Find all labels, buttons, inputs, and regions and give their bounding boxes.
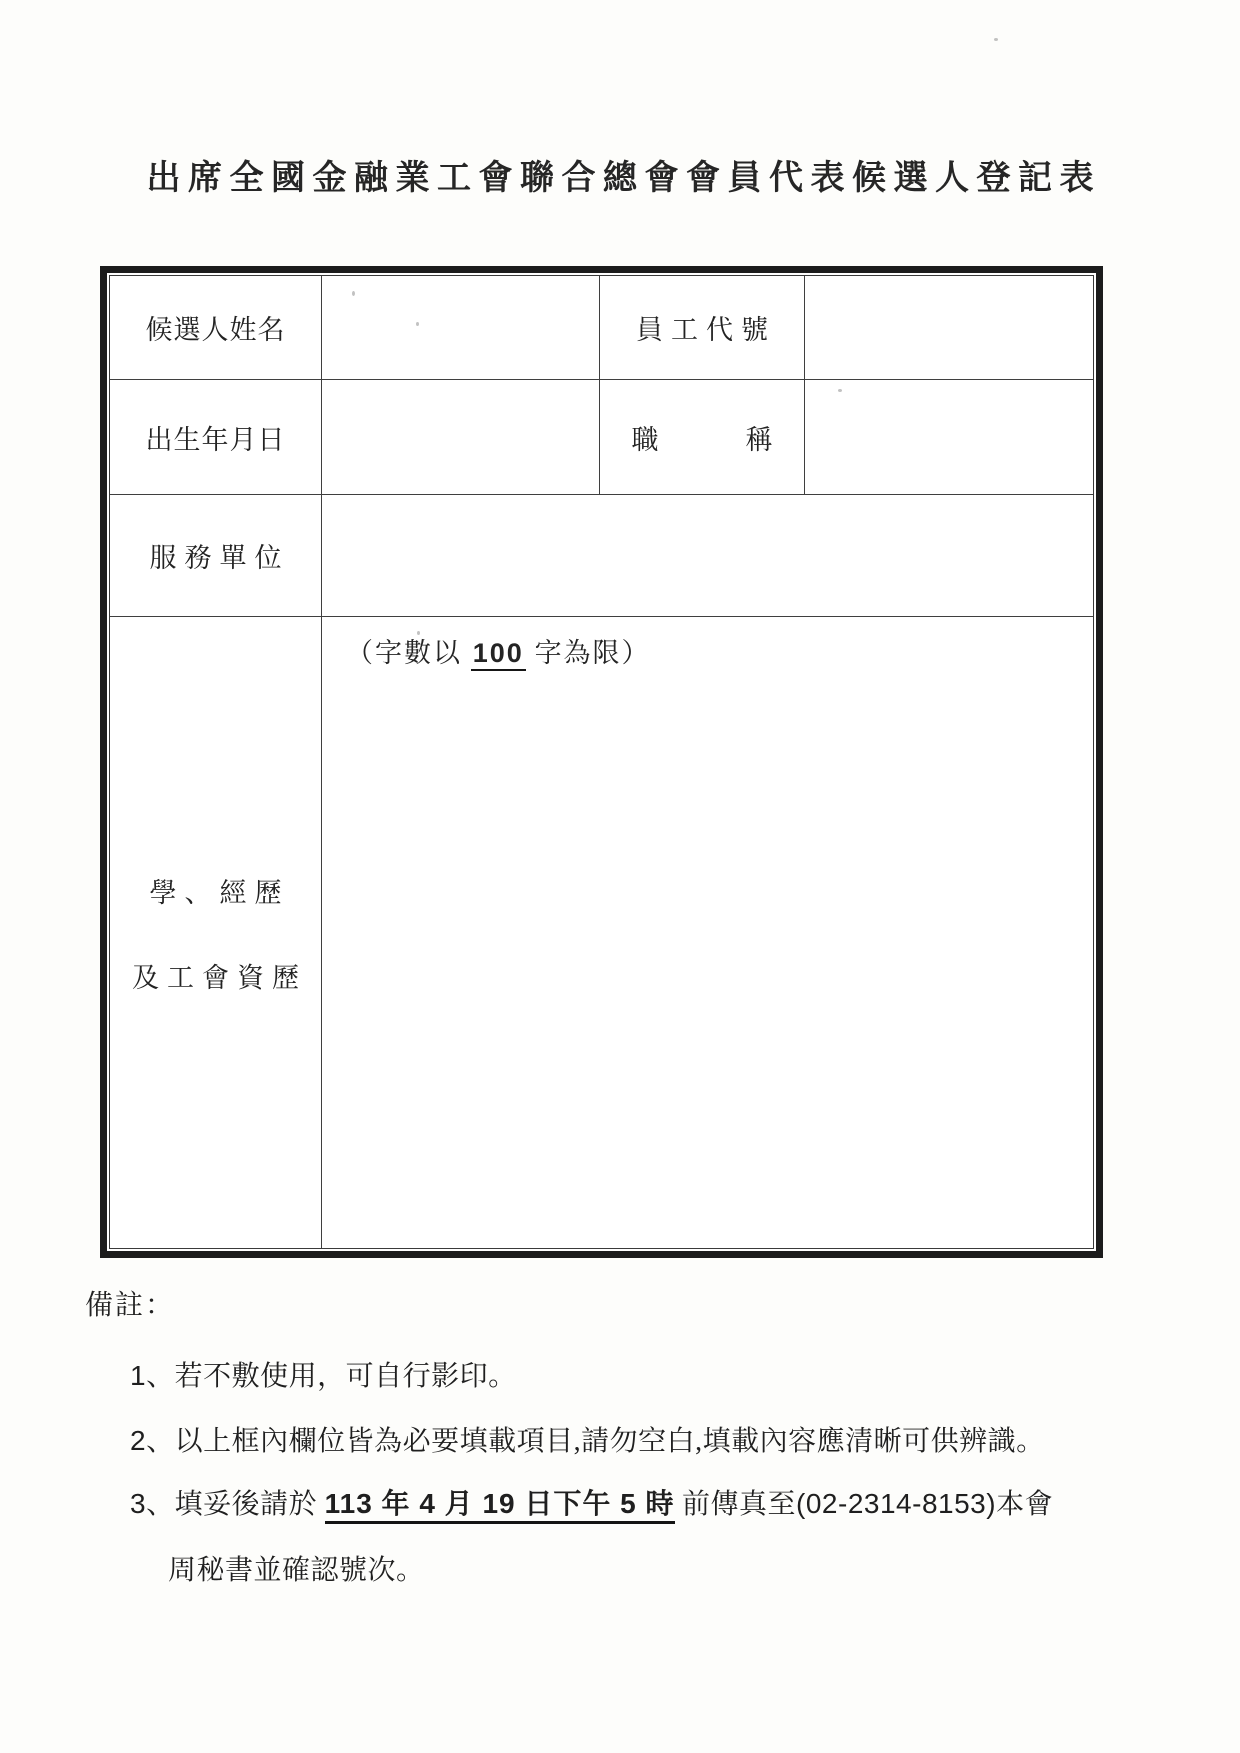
- job-title-label-cell: [600, 380, 805, 495]
- note-item-3: [130, 1482, 1053, 1522]
- service-unit-value-cell: [322, 495, 1093, 617]
- candidate-name-value-cell: [322, 276, 600, 380]
- candidate-name-label-cell: [110, 276, 322, 380]
- birth-date-value-cell: [322, 380, 600, 495]
- job-title-label: 職 稱: [631, 424, 803, 455]
- word-limit-hint-pre: （字數以: [346, 638, 471, 668]
- note-item-3-line2: 周秘書並確認號次。: [168, 1555, 425, 1586]
- page-title: 出席全國金融業工會聯合總會會員代表候選人登記表: [146, 160, 1101, 197]
- experience-label-line2: 及工會資歷: [132, 962, 307, 993]
- birth-date-label-cell: [110, 380, 322, 495]
- word-limit-hint-post: 字為限）: [525, 638, 651, 668]
- scan-speck: [416, 322, 419, 326]
- note-3-text-pre: 填妥後請於: [174, 1489, 325, 1520]
- note-1-number: 1、: [130, 1360, 175, 1391]
- word-limit-number: 100: [471, 638, 526, 671]
- employee-code-label: 員工代號: [636, 315, 776, 345]
- fax-number: (02-2314-8153): [796, 1488, 997, 1519]
- word-limit-hint: [346, 631, 651, 670]
- service-unit-label: 服務單位: [149, 543, 290, 573]
- note-item-1: [130, 1354, 517, 1394]
- form-grid: [109, 275, 1094, 1249]
- employee-code-value-cell: [805, 276, 1093, 380]
- experience-label-cell: [110, 617, 322, 1248]
- candidate-name-label: 候選人姓名: [145, 315, 286, 345]
- birth-date-label: 出生年月日: [145, 424, 286, 455]
- scan-speck: [838, 389, 842, 392]
- scan-speck: [352, 291, 355, 296]
- note-3-number: 3、: [130, 1488, 175, 1519]
- scan-speck: [994, 38, 998, 41]
- employee-code-label-cell: [600, 276, 805, 380]
- note-item-2: [130, 1419, 1045, 1459]
- note-3-text-mid: 前傳真至: [674, 1489, 797, 1520]
- experience-label-line1: 學、經歷: [149, 877, 290, 908]
- note-1-text: 若不敷使用，可自行影印。: [174, 1361, 517, 1392]
- note-2-text: 以上框內欄位皆為必要填載項目,請勿空白,填載內容應清晰可供辨識。: [174, 1426, 1045, 1457]
- experience-value-cell: [322, 617, 1093, 1248]
- scan-speck: [417, 631, 420, 635]
- job-title-value-cell: [805, 380, 1093, 495]
- notes-heading: 備註：: [85, 1290, 176, 1321]
- note-2-number: 2、: [130, 1425, 175, 1456]
- service-unit-label-cell: [110, 495, 322, 617]
- registration-form-table: [100, 266, 1103, 1258]
- fax-deadline: 113 年 4 月 19 日下午 5 時: [325, 1488, 675, 1524]
- note-3-text-suf: 本會: [996, 1489, 1054, 1520]
